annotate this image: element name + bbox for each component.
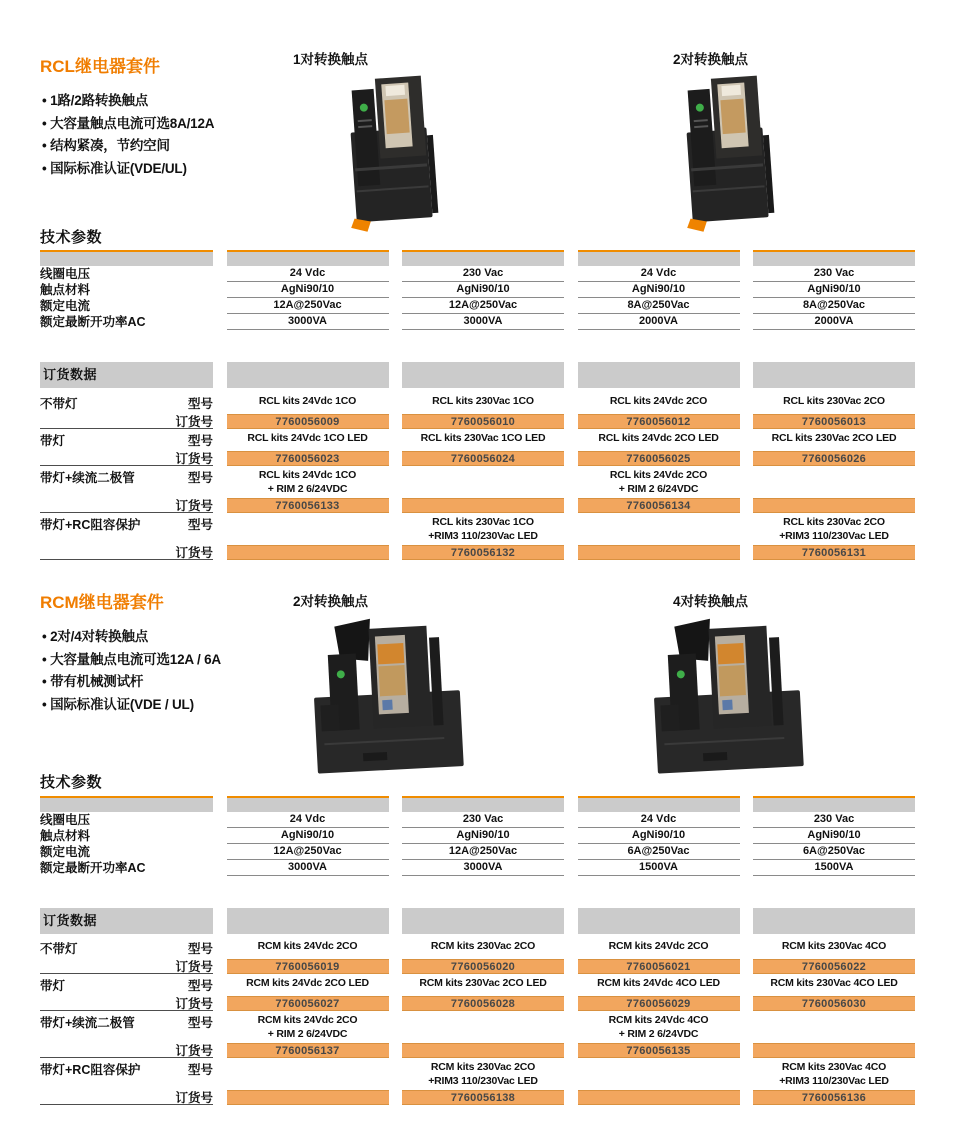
order-number-bar [578, 1090, 740, 1105]
type-designation-line: RCL kits 24Vdc 1CO [258, 469, 357, 481]
type-designation-cell [578, 468, 740, 496]
order-number-label-cell [40, 413, 213, 429]
type-designation-line: RCL kits 24Vdc 2CO [609, 469, 708, 481]
type-col-label: 型号 [187, 1063, 213, 1077]
type-designation-line: RCL kits 230Vac 2CO [783, 516, 885, 528]
rcl-feature-item: • 大容量触点电流可选8A/12A [42, 113, 272, 136]
tech-header-band [578, 250, 740, 266]
order-number: 7760056133 [275, 499, 340, 512]
rcm-order-heading: 订货数据 [43, 913, 98, 928]
order-header-band [402, 362, 564, 388]
order-number: 7760056012 [626, 415, 691, 428]
rcl-tech-value-cell: 2000VA [578, 314, 740, 330]
rcm-tech-value-cell: 12A@250Vac [227, 844, 389, 860]
order-number: 7760056019 [275, 960, 340, 973]
type-designation-cell [753, 431, 915, 449]
order-number-bar [402, 1090, 564, 1105]
order-group-label-cell [40, 1060, 213, 1088]
order-header-band [227, 908, 389, 934]
rcl-order-group [40, 431, 915, 466]
variant-label: 带灯+RC阻容保护 [40, 518, 141, 532]
rcl-feature-item: • 结构紧凑，节约空间 [42, 135, 272, 158]
type-designation-cell [402, 431, 564, 449]
type-designation-cell [578, 976, 740, 994]
rcm-tech-row-label: 线圈电压 [40, 813, 91, 827]
type-designation-cell [578, 1013, 740, 1041]
rcl-order-group [40, 515, 915, 560]
rcl-order-group [40, 394, 915, 429]
rcl-order-group [40, 468, 915, 513]
order-number-bar [753, 451, 915, 466]
order-number-bar [578, 498, 740, 513]
type-col-label: 型号 [187, 979, 213, 993]
order-col-label: 订货号 [175, 1044, 213, 1058]
type-designation-cell [578, 394, 740, 412]
order-col-label: 订货号 [175, 1091, 213, 1105]
tech-header-band [753, 250, 915, 266]
order-number: 7760056025 [626, 452, 691, 465]
type-designation-line: +RIM3 110/230Vac LED [428, 1075, 538, 1087]
rcl-tech-value-cell: 8A@250Vac [753, 298, 915, 314]
rcm-order-table [40, 939, 915, 1107]
rcm-order-group [40, 1060, 915, 1105]
order-number: 7760056131 [801, 546, 867, 559]
type-col-label: 型号 [187, 434, 213, 448]
order-number-bar [753, 959, 915, 974]
order-number: 7760056136 [801, 1091, 867, 1104]
order-number-bar [402, 498, 564, 513]
tech-header-band [227, 796, 389, 812]
order-number-bar [753, 498, 915, 513]
order-number-bar [402, 1043, 564, 1058]
order-number-bar [227, 545, 389, 560]
rcl-tech-heading: 技术参数 [40, 229, 103, 246]
order-number-bar [227, 1043, 389, 1058]
rcl-tech-value-cell: 2000VA [753, 314, 915, 330]
type-designation-line: +RIM3 110/230Vac LED [779, 530, 889, 542]
type-designation-line: RCM kits 24Vdc 4CO [608, 1014, 709, 1026]
order-number-bar [227, 959, 389, 974]
rcm-tech-row-label: 触点材料 [40, 829, 91, 843]
order-number: 7760056030 [801, 997, 867, 1010]
order-heading-cell [40, 908, 213, 934]
type-designation-cell [227, 939, 389, 957]
variant-label: 带灯+续流二极管 [40, 471, 135, 485]
order-header-band [753, 362, 915, 388]
order-number: 7760056023 [275, 452, 340, 465]
type-designation-cell [753, 468, 915, 496]
order-number: 7760056026 [801, 452, 867, 465]
order-number-bar [227, 498, 389, 513]
type-designation-cell [753, 515, 915, 543]
order-number-bar [402, 996, 564, 1011]
relay-slim-photo-icon [666, 68, 784, 236]
order-group-label-cell [40, 431, 213, 449]
variant-label: 带灯 [40, 979, 66, 993]
type-designation-line: RCM kits 24Vdc 2CO [257, 940, 358, 952]
order-number-label-cell [40, 450, 213, 466]
rcl-tech-value-cell: 24 Vdc [578, 266, 740, 282]
rcm-tech-value-cell: 6A@250Vac [753, 844, 915, 860]
variant-label: 带灯 [40, 434, 66, 448]
type-designation-cell [227, 976, 389, 994]
rcl-tech-value-cell: 8A@250Vac [578, 298, 740, 314]
order-number-bar [227, 414, 389, 429]
rcm-feature-item: • 带有机械测试杆 [42, 671, 272, 694]
type-designation-line: RCM kits 230Vac 4CO LED [770, 977, 898, 989]
rcm-tech-row-label: 额定最断开功率AC [40, 861, 146, 875]
order-number: 7760056009 [275, 415, 340, 428]
rcl-section-title: RCL继电器套件 [40, 57, 160, 76]
order-number-bar [578, 545, 740, 560]
order-number-bar [578, 996, 740, 1011]
order-number: 7760056027 [275, 997, 340, 1010]
tech-header-band [227, 250, 389, 266]
rcl-feature-item: • 国际标准认证(VDE/UL) [42, 158, 272, 181]
order-col-label: 订货号 [175, 415, 213, 429]
type-designation-line: RCL kits 230Vac 2CO LED [771, 432, 897, 444]
type-designation-line: RCM kits 24Vdc 2CO [257, 1014, 358, 1026]
type-designation-cell [402, 515, 564, 543]
type-designation-line: RCM kits 230Vac 2CO LED [419, 977, 547, 989]
order-number: 7760056021 [626, 960, 691, 973]
order-number: 7760056024 [450, 452, 516, 465]
type-designation-line: RCM kits 230Vac 2CO [430, 940, 536, 952]
variant-label: 不带灯 [40, 397, 78, 411]
type-designation-line: RCM kits 24Vdc 4CO LED [597, 977, 720, 989]
order-number-bar [753, 545, 915, 560]
rcl-tech-value-cell: 12A@250Vac [402, 298, 564, 314]
order-col-label: 订货号 [175, 960, 213, 974]
order-header-band [578, 362, 740, 388]
type-designation-cell [578, 1060, 740, 1088]
rcl-tech-table [40, 250, 915, 330]
order-number: 7760056013 [801, 415, 867, 428]
variant-label: 不带灯 [40, 942, 78, 956]
order-number: 7760056138 [450, 1091, 516, 1104]
rcl-product-caption: 2对转换触点 [672, 52, 748, 67]
rcm-tech-value-cell: 3000VA [402, 860, 564, 876]
rcm-section-title: RCM继电器套件 [40, 593, 164, 612]
rcm-tech-value-cell: 24 Vdc [578, 812, 740, 828]
rcm-order-group [40, 976, 915, 1011]
type-designation-cell [578, 939, 740, 957]
type-designation-line: + RIM 2 6/24VDC [618, 1028, 699, 1040]
rcm-order-group [40, 939, 915, 974]
rcm-feature-item: • 2对/4对转换触点 [42, 626, 272, 649]
order-header-band [753, 908, 915, 934]
rcm-feature-list [42, 626, 272, 716]
order-header-band [227, 362, 389, 388]
relay-slim-photo-icon [330, 68, 448, 236]
rcm-tech-value-cell: 230 Vac [402, 812, 564, 828]
order-number-bar [753, 414, 915, 429]
type-designation-line: RCL kits 24Vdc 1CO LED [247, 432, 368, 444]
rcm-tech-value-cell: 230 Vac [753, 812, 915, 828]
type-designation-cell [227, 1013, 389, 1041]
rcl-tech-row-label: 触点材料 [40, 283, 91, 297]
type-designation-cell [578, 515, 740, 543]
type-designation-cell [402, 1013, 564, 1041]
order-number-label-cell [40, 1042, 213, 1058]
order-number-label-cell [40, 958, 213, 974]
rcl-tech-value-cell: AgNi90/10 [578, 282, 740, 298]
rcl-tech-value-cell: AgNi90/10 [227, 282, 389, 298]
type-designation-cell [402, 976, 564, 994]
order-number-bar [227, 1090, 389, 1105]
tech-header-band [578, 796, 740, 812]
type-designation-line: + RIM 2 6/24VDC [618, 483, 699, 495]
type-designation-line: RCL kits 230Vac 1CO [432, 395, 534, 407]
type-col-label: 型号 [187, 942, 213, 956]
order-number-bar [578, 451, 740, 466]
type-designation-cell [753, 1013, 915, 1041]
order-number: 7760056022 [801, 960, 867, 973]
type-designation-cell [402, 394, 564, 412]
order-group-label-cell [40, 939, 213, 957]
order-col-label: 订货号 [175, 499, 213, 513]
tech-header-band [40, 796, 213, 812]
tech-header-band [40, 250, 213, 266]
order-number-bar [402, 545, 564, 560]
variant-label: 带灯+RC阻容保护 [40, 1063, 141, 1077]
rcm-tech-value-cell: AgNi90/10 [578, 828, 740, 844]
rcm-tech-value-cell: 3000VA [227, 860, 389, 876]
relay-wide-photo-icon [300, 610, 472, 782]
type-designation-line: + RIM 2 6/24VDC [267, 483, 348, 495]
rcl-order-heading: 订货数据 [43, 367, 98, 382]
order-number-bar [578, 959, 740, 974]
type-designation-cell [402, 468, 564, 496]
type-col-label: 型号 [187, 1016, 213, 1030]
order-number-label-cell [40, 995, 213, 1011]
rcl-tech-value-cell: 230 Vac [753, 266, 915, 282]
type-designation-cell [227, 515, 389, 543]
order-col-label: 订货号 [175, 452, 213, 466]
rcm-tech-value-cell: 12A@250Vac [402, 844, 564, 860]
type-designation-cell [753, 1060, 915, 1088]
rcl-order-heading-band [40, 362, 915, 388]
type-designation-line: RCM kits 24Vdc 2CO [608, 940, 709, 952]
rcm-product-caption: 4对转换触点 [672, 594, 748, 609]
type-designation-cell [227, 1060, 389, 1088]
rcm-tech-value-cell: 24 Vdc [227, 812, 389, 828]
order-number: 7760056132 [450, 546, 516, 559]
order-group-label-cell [40, 515, 213, 543]
rcl-tech-value-cell: 3000VA [227, 314, 389, 330]
rcm-tech-value-cell: 1500VA [578, 860, 740, 876]
type-col-label: 型号 [187, 518, 213, 532]
type-designation-cell [402, 1060, 564, 1088]
type-designation-cell [753, 976, 915, 994]
variant-label: 带灯+续流二极管 [40, 1016, 135, 1030]
type-designation-line: RCM kits 230Vac 4CO [781, 940, 887, 952]
type-col-label: 型号 [187, 471, 213, 485]
rcm-feature-item: • 大容量触点电流可选12A / 6A [42, 649, 272, 672]
rcm-tech-value-cell: 1500VA [753, 860, 915, 876]
type-designation-line: + RIM 2 6/24VDC [267, 1028, 348, 1040]
rcm-order-group [40, 1013, 915, 1058]
rcl-feature-list [42, 90, 272, 180]
rcl-order-table [40, 394, 915, 562]
type-designation-line: RCL kits 230Vac 1CO LED [420, 432, 546, 444]
order-group-label-cell [40, 976, 213, 994]
order-number-bar [402, 451, 564, 466]
type-col-label: 型号 [187, 397, 213, 411]
type-designation-cell [578, 431, 740, 449]
order-col-label: 订货号 [175, 997, 213, 1011]
type-designation-cell [753, 394, 915, 412]
order-group-label-cell [40, 394, 213, 412]
order-number: 7760056020 [450, 960, 516, 973]
type-designation-line: RCL kits 24Vdc 2CO LED [598, 432, 719, 444]
type-designation-line: RCM kits 230Vac 2CO [430, 1061, 536, 1073]
rcm-feature-item: • 国际标准认证(VDE / UL) [42, 694, 272, 717]
type-designation-line: RCL kits 24Vdc 2CO [609, 395, 708, 407]
order-number-label-cell [40, 1089, 213, 1105]
rcl-tech-row-label: 额定电流 [40, 299, 91, 313]
rcm-order-heading-band [40, 908, 915, 934]
rcm-tech-table [40, 796, 915, 876]
order-col-label: 订货号 [175, 546, 213, 560]
order-number-bar [227, 451, 389, 466]
order-number: 7760056010 [450, 415, 516, 428]
rcl-product-caption: 1对转换触点 [292, 52, 368, 67]
order-number: 7760056029 [626, 997, 691, 1010]
order-number-label-cell [40, 544, 213, 560]
order-number: 7760056028 [450, 997, 516, 1010]
rcl-tech-value-cell: 12A@250Vac [227, 298, 389, 314]
order-group-label-cell [40, 468, 213, 496]
type-designation-line: RCL kits 230Vac 2CO [783, 395, 885, 407]
rcm-tech-row-label: 额定电流 [40, 845, 91, 859]
order-number-bar [578, 1043, 740, 1058]
rcl-tech-value-cell: AgNi90/10 [402, 282, 564, 298]
rcl-tech-value-cell: 3000VA [402, 314, 564, 330]
type-designation-line: RCL kits 230Vac 1CO [432, 516, 534, 528]
rcl-tech-value-cell: 230 Vac [402, 266, 564, 282]
type-designation-line: RCL kits 24Vdc 1CO [258, 395, 357, 407]
rcm-tech-value-cell: AgNi90/10 [402, 828, 564, 844]
order-number-bar [753, 996, 915, 1011]
type-designation-line: RCM kits 230Vac 4CO [781, 1061, 887, 1073]
order-number-label-cell [40, 497, 213, 513]
tech-header-band [753, 796, 915, 812]
order-number: 7760056135 [626, 1044, 691, 1057]
type-designation-line: +RIM3 110/230Vac LED [779, 1075, 889, 1087]
rcm-tech-heading: 技术参数 [40, 774, 103, 791]
rcm-product-caption: 2对转换触点 [292, 594, 368, 609]
order-header-band [402, 908, 564, 934]
rcm-tech-value-cell: AgNi90/10 [227, 828, 389, 844]
rcl-tech-value-cell: AgNi90/10 [753, 282, 915, 298]
type-designation-cell [227, 394, 389, 412]
rcl-feature-item: • 1路/2路转换触点 [42, 90, 272, 113]
type-designation-line: +RIM3 110/230Vac LED [428, 530, 538, 542]
order-number-bar [227, 996, 389, 1011]
order-number-bar [402, 414, 564, 429]
tech-header-band [402, 796, 564, 812]
type-designation-cell [227, 468, 389, 496]
order-number-bar [578, 414, 740, 429]
order-number: 7760056134 [626, 499, 691, 512]
rcm-tech-value-cell: 6A@250Vac [578, 844, 740, 860]
order-heading-cell [40, 362, 213, 388]
type-designation-cell [227, 431, 389, 449]
order-group-label-cell [40, 1013, 213, 1041]
tech-header-band [402, 250, 564, 266]
type-designation-line: RCM kits 24Vdc 2CO LED [246, 977, 369, 989]
rcl-tech-row-label: 额定最断开功率AC [40, 315, 146, 329]
order-number-bar [402, 959, 564, 974]
relay-wide-photo-icon [640, 610, 812, 782]
rcl-tech-row-label: 线圈电压 [40, 267, 91, 281]
type-designation-cell [402, 939, 564, 957]
rcm-tech-value-cell: AgNi90/10 [753, 828, 915, 844]
order-number-bar [753, 1043, 915, 1058]
order-number-bar [753, 1090, 915, 1105]
order-header-band [578, 908, 740, 934]
order-number: 7760056137 [275, 1044, 340, 1057]
rcl-tech-value-cell: 24 Vdc [227, 266, 389, 282]
type-designation-cell [753, 939, 915, 957]
